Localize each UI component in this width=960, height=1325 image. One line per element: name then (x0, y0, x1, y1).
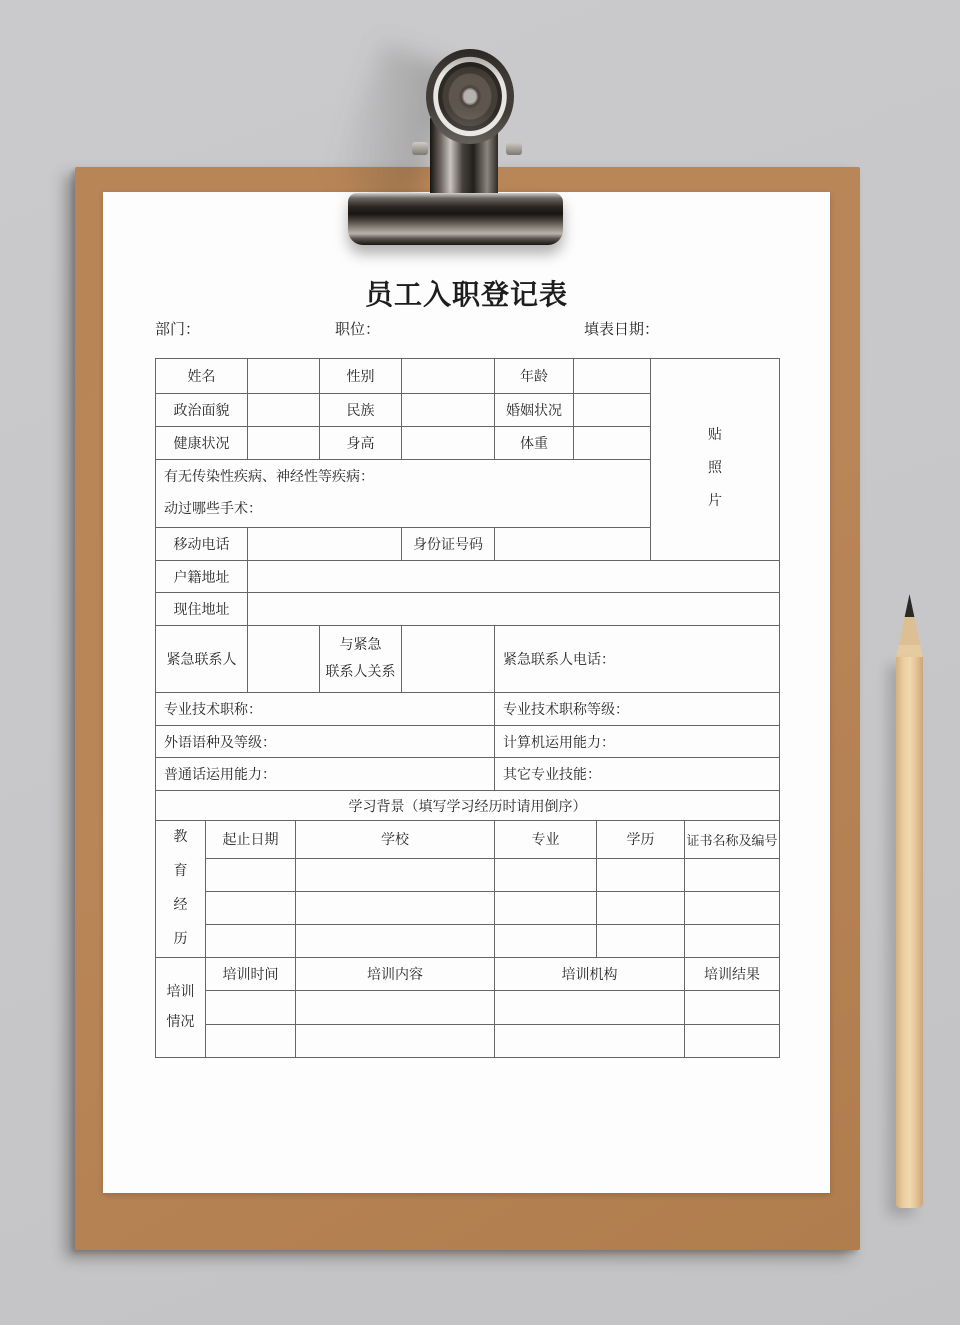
training-header-content: 培训内容 (296, 958, 495, 991)
edu-blank-cell (206, 858, 296, 891)
training-blank-cell (685, 991, 780, 1025)
ethnicity-label-cell: 民族 (320, 394, 402, 427)
name-value-cell (248, 359, 320, 394)
political-status-label-cell: 政治面貌 (156, 394, 248, 427)
height-value-cell (402, 427, 495, 460)
edu-blank-cell (685, 924, 780, 958)
emergency-contact-value-cell (248, 626, 320, 693)
edu-blank-cell (296, 924, 495, 958)
emergency-relation-value-cell (402, 626, 495, 693)
clip-screw-right (506, 142, 522, 155)
edu-header-school: 学校 (296, 821, 495, 859)
id-number-value-cell (495, 528, 651, 561)
training-header-result: 培训结果 (685, 958, 780, 991)
health-label-cell: 健康状况 (156, 427, 248, 460)
id-number-label-cell: 身份证号码 (402, 528, 495, 561)
training-blank-cell (296, 991, 495, 1025)
training-blank-cell (296, 1025, 495, 1058)
training-side-line: 情况 (166, 1014, 195, 1030)
meta-fill-date-label: 填表日期： (584, 322, 660, 338)
gender-label-cell: 性别 (320, 359, 402, 394)
photo-char: 片 (708, 494, 722, 509)
age-label-cell: 年龄 (495, 359, 574, 394)
meta-position-label: 职位： (335, 322, 381, 338)
training-blank-cell (495, 991, 685, 1025)
other-skill-cell: 其它专业技能： (495, 758, 780, 791)
edu-side-char: 育 (173, 864, 188, 879)
clip-clamp (348, 193, 563, 245)
current-address-label-cell: 现住地址 (156, 593, 248, 626)
edu-header-major: 专业 (495, 821, 597, 859)
photo-char: 贴 (708, 428, 722, 443)
paper-sheet (103, 192, 830, 1193)
edu-header-degree: 学历 (597, 821, 685, 859)
emergency-relation-line: 与紧急 (339, 638, 382, 653)
meta-department-label: 部门： (155, 322, 201, 338)
registered-address-value-cell (248, 561, 780, 593)
education-experience-side-label (156, 821, 206, 958)
edu-blank-cell (296, 892, 495, 924)
edu-blank-cell (206, 924, 296, 958)
edu-header-date-range: 起止日期 (206, 821, 296, 859)
education-training-table (155, 820, 780, 1058)
mandarin-skill-cell: 普通话运用能力： (156, 758, 495, 791)
mobile-phone-label-cell: 移动电话 (156, 528, 248, 561)
emergency-relation-label-cell (320, 626, 402, 693)
meta-line (103, 318, 830, 340)
edu-blank-cell (495, 924, 597, 958)
pencil-shaft (896, 657, 923, 1208)
mobile-phone-value-cell (248, 528, 402, 561)
edu-blank-cell (597, 924, 685, 958)
height-label-cell: 身高 (320, 427, 402, 460)
registered-address-label-cell: 户籍地址 (156, 561, 248, 593)
training-side-line: 培训 (166, 984, 195, 1000)
name-label-cell: 姓名 (156, 359, 248, 394)
weight-label-cell: 体重 (495, 427, 574, 460)
age-value-cell (574, 359, 651, 394)
ethnicity-value-cell (402, 394, 495, 427)
marital-status-value-cell (574, 394, 651, 427)
edu-header-certificate: 证书名称及编号 (685, 821, 780, 859)
health-value-cell (248, 427, 320, 460)
pencil (896, 594, 923, 1208)
edu-blank-cell (597, 892, 685, 924)
emergency-contact-label-cell: 紧急联系人 (156, 626, 248, 693)
political-status-value-cell (248, 394, 320, 427)
edu-blank-cell (685, 892, 780, 924)
training-blank-cell (206, 991, 296, 1025)
form-title: 员工入职登记表 (364, 279, 568, 310)
disease-question-line: 有无传染性疾病、神经性等疾病： (164, 469, 374, 485)
training-header-time: 培训时间 (206, 958, 296, 991)
foreign-language-cell: 外语语种及等级： (156, 726, 495, 758)
training-blank-cell (495, 1025, 685, 1058)
professional-title-level-cell: 专业技术职称等级： (495, 693, 780, 726)
edu-blank-cell (495, 892, 597, 924)
photo-char: 照 (708, 461, 722, 476)
computer-skill-cell: 计算机运用能力： (495, 726, 780, 758)
edu-blank-cell (597, 858, 685, 891)
clip-ring (426, 49, 514, 144)
photo-paste-cell (651, 359, 780, 561)
registration-table (155, 358, 780, 1058)
edu-blank-cell (495, 858, 597, 891)
emergency-relation-line: 联系人关系 (325, 665, 396, 680)
study-background-section-header: 学习背景（填写学习经历时请用倒序） (156, 791, 780, 821)
edu-side-char: 历 (173, 932, 188, 947)
edu-blank-cell (685, 858, 780, 891)
edu-side-char: 经 (173, 898, 188, 913)
training-header-institution: 培训机构 (495, 958, 685, 991)
training-status-side-label (156, 958, 206, 1058)
edu-blank-cell (206, 892, 296, 924)
weight-value-cell (574, 427, 651, 460)
professional-title-cell: 专业技术职称： (156, 693, 495, 726)
edu-side-char: 教 (173, 830, 188, 845)
edu-blank-cell (296, 858, 495, 891)
clip-screw-left (412, 142, 428, 155)
emergency-phone-cell: 紧急联系人电话： (495, 626, 780, 693)
personal-info-table (155, 358, 780, 821)
disease-surgery-cell (156, 460, 651, 528)
marital-status-label-cell: 婚姻状况 (495, 394, 574, 427)
pencil-tip (896, 594, 923, 658)
training-blank-cell (206, 1025, 296, 1058)
surgery-question-line: 动过哪些手术： (164, 501, 262, 517)
gender-value-cell (402, 359, 495, 394)
current-address-value-cell (248, 593, 780, 626)
training-blank-cell (685, 1025, 780, 1058)
